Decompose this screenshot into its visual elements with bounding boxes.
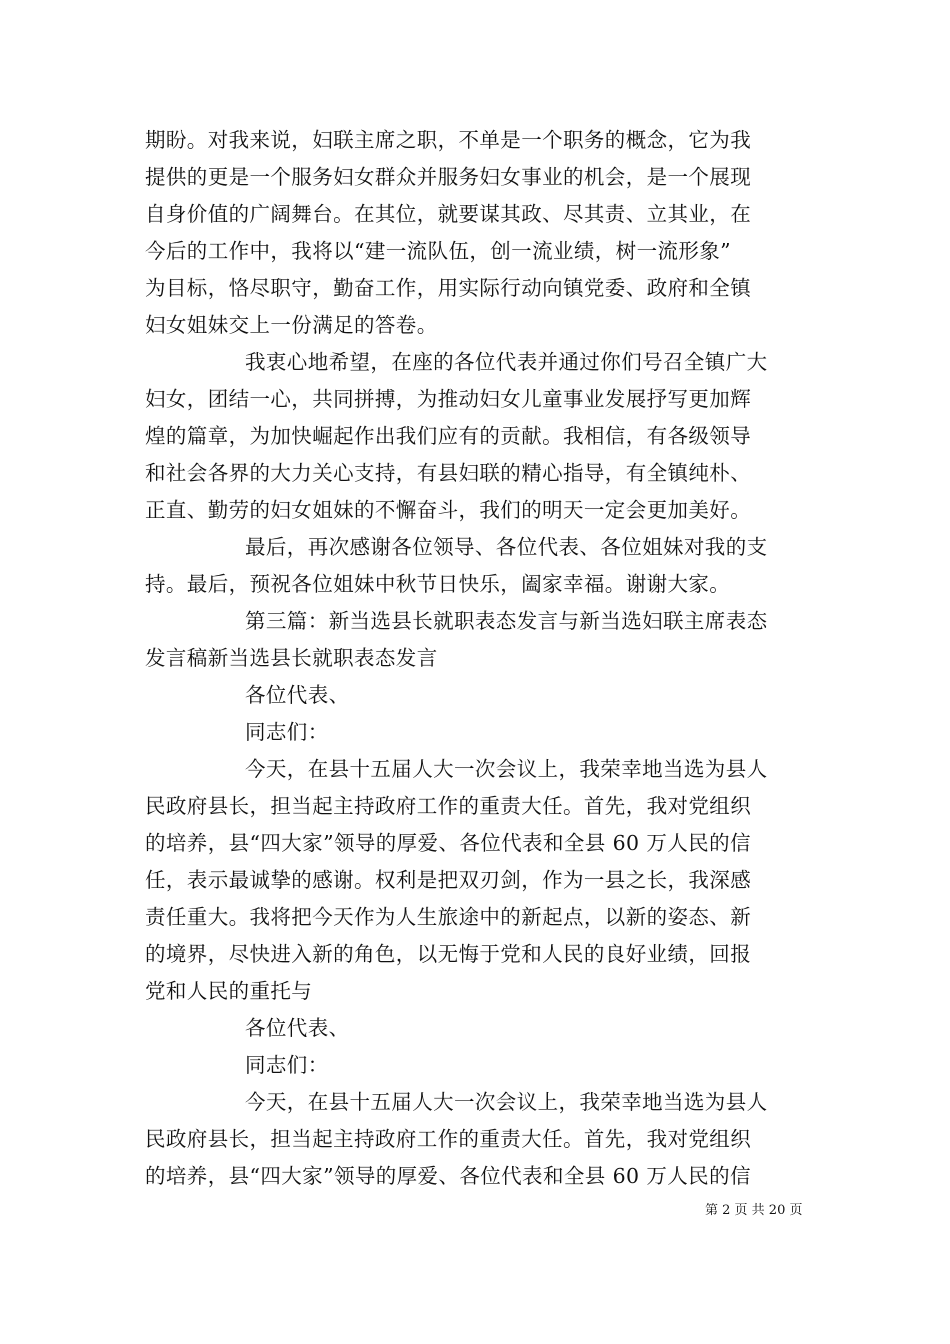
text-line: 提供的更是一个服务妇女群众并服务妇女事业的机会，是一个展现 — [145, 165, 752, 189]
text-line: 的培养，县“四大家”领导的厚爱、各位代表和全县 60 万人民的信 — [145, 1164, 751, 1188]
paragraph-start-line: 今天，在县十五届人大一次会议上，我荣幸地当选为县人 — [245, 1090, 768, 1114]
text-line: 和社会各界的大力关心支持，有县妇联的精心指导，有全镇纯朴、 — [145, 461, 752, 485]
paragraph-start-line: 我衷心地希望，在座的各位代表并通过你们号召全镇广大 — [245, 350, 768, 374]
section-heading-line: 发言稿新当选县长就职表态发言 — [145, 646, 438, 670]
salutation-line: 同志们： — [245, 1053, 329, 1077]
salutation-line: 各位代表、 — [245, 683, 350, 707]
text-line: 责任重大。我将把今天作为人生旅途中的新起点，以新的姿态、新 — [145, 905, 752, 929]
section-heading-line: 第三篇：新当选县长就职表态发言与新当选妇联主席表态 — [245, 609, 768, 633]
text-line: 正直、勤劳的妇女姐妹的不懈奋斗，我们的明天一定会更加美好。 — [145, 498, 752, 522]
paragraph-start-line: 今天，在县十五届人大一次会议上，我荣幸地当选为县人 — [245, 757, 768, 781]
text-line: 妇女，团结一心，共同拼搏，为推动妇女儿童事业发展抒写更加辉 — [145, 387, 752, 411]
text-line: 民政府县长，担当起主持政府工作的重责大任。首先，我对党组织 — [145, 794, 752, 818]
text-line: 任，表示最诚挚的感谢。权利是把双刃剑，作为一县之长，我深感 — [145, 868, 752, 892]
text-line: 期盼。对我来说，妇联主席之职，不单是一个职务的概念，它为我 — [145, 128, 752, 152]
salutation-line: 同志们： — [245, 720, 329, 744]
text-line: 持。最后，预祝各位姐妹中秋节日快乐，阖家幸福。谢谢大家。 — [145, 572, 731, 596]
text-line: 今后的工作中，我将以“建一流队伍，创一流业绩，树一流形象” — [145, 239, 732, 263]
page-number-footer: 第 2 页 共 20 页 — [705, 1203, 803, 1218]
text-line: 的境界，尽快进入新的角色，以无悔于党和人民的良好业绩，回报 — [145, 942, 752, 966]
text-line: 民政府县长，担当起主持政府工作的重责大任。首先，我对党组织 — [145, 1127, 752, 1151]
text-line: 自身价值的广阔舞台。在其位，就要谋其政、尽其责、立其业，在 — [145, 202, 752, 226]
paragraph-start-line: 最后，再次感谢各位领导、各位代表、各位姐妹对我的支 — [245, 535, 768, 559]
text-line: 为目标，恪尽职守，勤奋工作，用实际行动向镇党委、政府和全镇 — [145, 276, 752, 300]
text-line: 煌的篇章，为加快崛起作出我们应有的贡献。我相信，有各级领导 — [145, 424, 752, 448]
body-text — [145, 122, 810, 1195]
text-line: 的培养，县“四大家”领导的厚爱、各位代表和全县 60 万人民的信 — [145, 831, 751, 855]
text-line: 党和人民的重托与 — [145, 979, 313, 1003]
text-line: 妇女姐妹交上一份满足的答卷。 — [145, 313, 438, 337]
salutation-line: 各位代表、 — [245, 1016, 350, 1040]
